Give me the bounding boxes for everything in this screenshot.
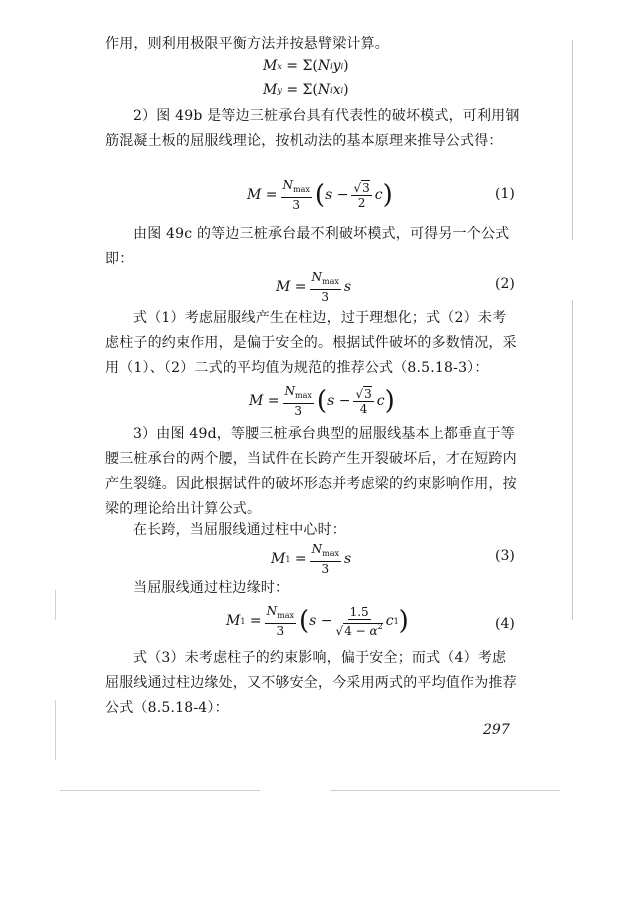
paragraph-1: 作用，则利用极限平衡方法并按悬臂梁计算。 xyxy=(105,36,389,52)
scan-edge-line xyxy=(572,300,573,620)
equation-4-number: (4) xyxy=(495,616,515,632)
equation-3: M 1 = $\frac{N_{max}}{3}$ s xyxy=(271,542,352,576)
scan-bottom-line xyxy=(60,790,260,791)
paragraph-4: 式（1）考虑屈服线产生在柱边，过于理想化；式（2）未考虑柱子的约束作用，是偏于安全的。根据试件破坏的多数情况，采用（1）、（2）二式的平均值为规范的推荐公式（8.5.18-3）： xyxy=(105,310,517,376)
scan-margin-mark xyxy=(55,590,56,620)
equation-1-number: (1) xyxy=(495,186,515,202)
paragraph-8: 式（3）未考虑柱子的约束影响，偏于安全；而式（4）考虑屈服线通过柱边缘处，又不够安全，今采用两式的平均值作为推荐公式（8.5.18-4）： xyxy=(105,650,517,716)
equation-4: M 1 = $\frac{N_{max}}{3}$ ( s − $\frac{1.5}{√4 - \alpha^2}$ c 1 ) xyxy=(226,604,409,638)
paragraph-2: 2）图 49b 是等边三桩承台具有代表性的破坏模式，可利用钢筋混凝土板的屈服线理论，按机动法的基本原理来推导公式得： xyxy=(105,108,520,149)
equation-2-number: (2) xyxy=(495,276,515,292)
equation-2: M = $\frac{N_{max}}{3}$ s xyxy=(276,270,352,304)
equation-1: M = $\frac{N_{max}}{3}$ ( s − $\frac{√3}{2}$ c ) xyxy=(247,178,393,212)
equation-3-number: (3) xyxy=(495,548,515,564)
paragraph-5: 3）由图 49d，等腰三桩承台典型的屈服线基本上都垂直于等腰三桩承台的两个腰，当试件在长跨产生开裂破坏后，才在短跨内产生裂缝。因此根据试件的破坏形态并考虑梁的约束影响作用，按梁的理论给出计算公式。 xyxy=(105,426,517,517)
page-number: 297 xyxy=(483,722,510,738)
equation-recommended-3: M = $\frac{N_{max}}{3}$ ( s − $\frac{√3}{4}$ c ) xyxy=(249,384,395,418)
paragraph-6: 在长跨，当屈服线通过柱中心时： xyxy=(133,522,346,538)
equation-mx: M x = Σ( N i y i ) xyxy=(263,58,349,74)
scan-margin-mark xyxy=(55,700,56,760)
scan-bottom-line xyxy=(330,790,560,791)
paragraph-7: 当屈服线通过柱边缘时： xyxy=(133,580,290,596)
paragraph-3: 由图 49c 的等边三桩承台最不利破坏模式，可得另一个公式即： xyxy=(105,226,510,267)
equation-my: M y = Σ( N i x i ) xyxy=(263,82,349,98)
scan-edge-line xyxy=(572,40,573,240)
